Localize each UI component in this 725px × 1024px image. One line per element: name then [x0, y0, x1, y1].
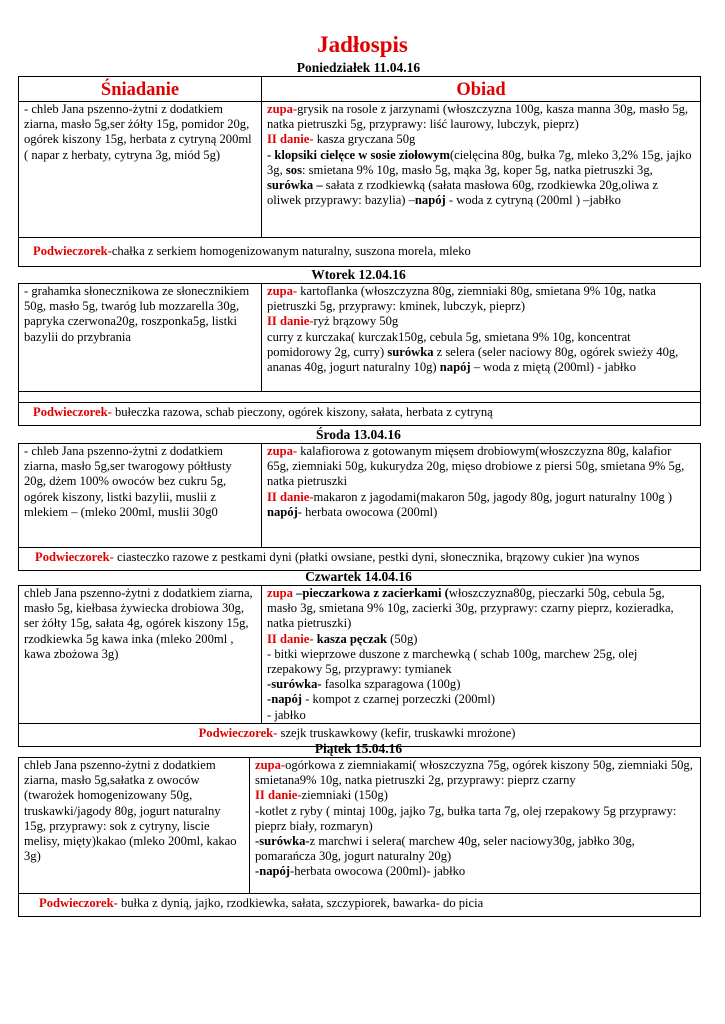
menu-table-tuesday: [18, 283, 701, 426]
breakfast-header: Śniadanie: [19, 77, 262, 102]
snack-row: Podwieczorek- bułeczka razowa, schab pieczony, ogórek kiszony, sałata, herbata z cytryną: [19, 403, 701, 426]
lunch-cell: zupa –pieczarkowa z zacierkami (włoszczyzna80g, pieczarki 50g, cebula 5g, masło 3g, smietana 9% 10g, zacierki 30g, przyprawy: czarny pieprz, kozieradka, natka pietruszki) II danie- kasza pęczak (50g) - bitki wieprzowe duszone z marchewką ( schab 100g, marchew 25g, olej rzepakowy 5g, przyprawy: tymianek -surówka- fasolka szparagowa (100g) -napój - kompot z czarnej porzeczki (200ml) - jabłko: [262, 586, 701, 724]
snack-row: Podwieczorek- ciasteczko razowe z pestkami dyni (płatki owsiane, pestki dyni, słonecznika, brązowy cukier )na wynos: [19, 548, 701, 571]
day-date-friday: Piątek 15.04.16: [314, 741, 403, 756]
lunch-cell: zupa-grysik na rosole z jarzynami (włoszczyzna 100g, kasza manna 30g, masło 5g, natka pietruszki 5g, przyprawy: liść laurowy, lubczyk, pieprz) II danie- kasza gryczana 50g - klopsiki cielęce w sosie ziołowym(cielęcina 80g, bułka 7g, mleko 3,2% 15g, jajko 3g, sos: smietana 9% 10g, masło 5g, mąka 3g, koper 5g, natka pietruszki 3g, surówka – sałata z rzodkiewką (sałata masłowa 60g, rzodkiewka 20g,oliwa z oliwek przyprawy: bazylia) –napój - woda z cytryną (200ml ) –jabłko: [262, 102, 701, 238]
lunch-cell: zupa-ogórkowa z ziemniakami( włoszczyzna 75g, ogórek kiszony 50g, ziemniaki 50g, smietana9% 10g, natka pietruszki 2g, przyprawy: pieprz czarny II danie-ziemniaki (150g) -kotlet z ryby ( mintaj 100g, jajko 7g, bułka tarta 7g, olej rzepakowy 5g przyprawy: pieprz biały, rozmaryn) -surówka-z marchwi i selera( marchew 40g, seler naciowy30g, jabłko 30g, pomarańcza 30g, jogurt naturalny 20g) -napój-herbata owocowa (200ml)- jabłko: [250, 758, 701, 894]
breakfast-cell: chleb Jana pszenno-żytni z dodatkiem ziarna, masło 5g, kiełbasa żywiecka drobiowa 30g, ser żółty 15g, sałata 4g, ogórek kiszony 15g, rzodkiewka 5g kawa inka (mleko 200ml , kawa zbożowa 3g): [19, 586, 262, 724]
snack-row: Podwieczorek- szejk truskawkowy (kefir, truskawki mrożone): [19, 723, 701, 746]
breakfast-cell: - chleb Jana pszenno-żytni z dodatkiem ziarna, masło 5g,ser żółty 15g, pomidor 20g, ogórek kiszony 15g, herbata z cytryną 200ml ( napar z herbaty, cytryna 3g, miód 5g): [19, 102, 262, 238]
day-date-thursday: Czwartek 14.04.16: [305, 569, 412, 584]
lunch-cell: zupa- kartoflanka (włoszczyzna 80g, ziemniaki 80g, smietana 9% 10g, natka pietruszki 5g, przyprawy: kminek, lubczyk, pieprz) II danie-ryż brązowy 50g curry z kurczaka( kurczak150g, cebula 5g, smietana 9% 10g, koncentrat pomidorowy 2g, curry) surówka z selera (seler naciowy 80g, ogórek swieży 40g, ananas 40g, jogurt naturalny 10g) napój – woda z miętą (200ml) - jabłko: [262, 284, 701, 392]
snack-row: Podwieczorek- bułka z dynią, jajko, rzodkiewka, sałata, szczypiorek, bawarka- do picia: [19, 894, 701, 917]
breakfast-cell: - chleb Jana pszenno-żytni z dodatkiem ziarna, masło 5g,ser twarogowy półtłusty 20g, dżem 100% owoców bez cukru 5g, ogórek kiszony, listki bazylii, muslii z mlekiem – (mleko 200ml, muslii 30g0: [19, 444, 262, 548]
menu-table-friday: [18, 757, 701, 917]
day-date-monday: Poniedziałek 11.04.16: [296, 60, 421, 75]
menu-table-monday: [18, 76, 701, 267]
snack-row: Podwieczorek-chałka z serkiem homogenizowanym naturalny, suszona morela, mleko: [19, 238, 701, 267]
lunch-header: Obiad: [262, 77, 701, 102]
menu-table-wednesday: [18, 443, 701, 571]
breakfast-cell: chleb Jana pszenno-żytni z dodatkiem ziarna, masło 5g,sałatka z owoców (twarożek homogenizowany 50g, truskawki/jagody 80g, jogurt naturalny 15g, przyprawy: sok z cytryny, liscie melisy, mięty)kakao (mleko 200ml, kakao 3g): [19, 758, 250, 894]
lunch-cell: zupa- kalafiorowa z gotowanym mięsem drobiowym(włoszczyzna 80g, kalafior 65g, ziemniaki 50g, kukurydza 20g, mięso drobiowe z piersi 50g, smietana 9% 5g, natka pietruszki II danie-makaron z jagodami(makaron 50g, jagody 80g, jogurt naturalny 100g ) napój- herbata owocowa (200ml): [262, 444, 701, 548]
spacer-row: [19, 392, 701, 403]
day-date-wednesday: Środa 13.04.16: [316, 427, 401, 442]
day-date-tuesday: Wtorek 12.04.16: [311, 267, 406, 282]
menu-table-thursday: [18, 585, 701, 747]
page-title: Jadłospis: [317, 32, 408, 57]
breakfast-cell: - grahamka słonecznikowa ze słonecznikiem 50g, masło 5g, twaróg lub mozzarella 30g, papryka czerwona20g, roszponka5g, listki bazylii do przybrania: [19, 284, 262, 392]
